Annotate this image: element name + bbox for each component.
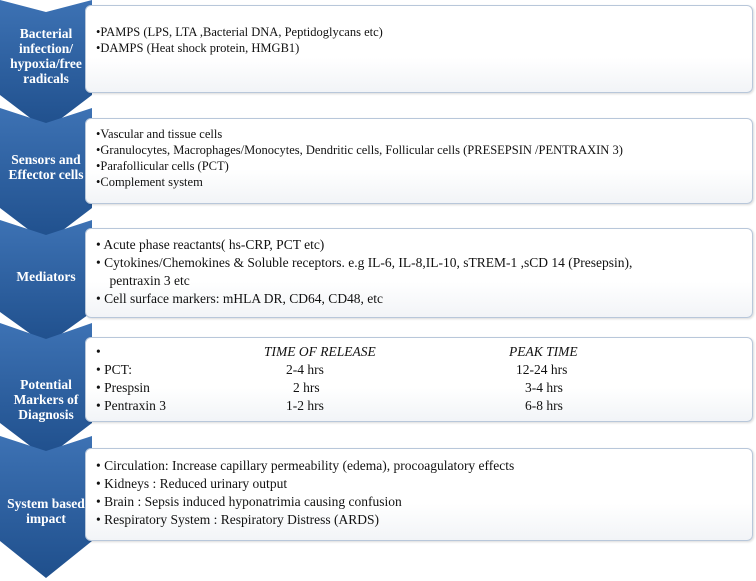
stage-4-box — [85, 337, 753, 422]
stage-1-label: Bacterial infection/ hypoxia/free radicals — [10, 26, 82, 86]
list-item: •Complement system — [96, 175, 203, 189]
release-time: 1-2 hrs — [286, 398, 324, 413]
list-item: pentraxin 3 etc — [96, 273, 190, 288]
list-item: • Respiratory System : Respiratory Distress (ARDS) — [96, 512, 379, 527]
table-row — [96, 362, 736, 380]
table-header-row — [96, 344, 736, 362]
marker-name: • PCT: — [96, 362, 132, 377]
marker-name: • Pentraxin 3 — [96, 398, 166, 413]
list-item: • Cell surface markers: mHLA DR, CD64, CD48, etc — [96, 291, 384, 306]
stage-2-label: Sensors and Effector cells — [8, 152, 84, 182]
stage-4-label: Potential Markers of Diagnosis — [13, 376, 79, 422]
peak-time: 12-24 hrs — [516, 362, 568, 377]
list-item: •PAMPS (LPS, LTA ,Bacterial DNA, Peptidoglycans etc) — [96, 25, 383, 39]
stage-5-chevron — [0, 436, 92, 578]
table-row — [96, 380, 736, 398]
list-item: • Circulation: Increase capillary permeability (edema), procoagulatory effects — [96, 458, 515, 473]
list-item: • Acute phase reactants( hs-CRP, PCT etc) — [96, 237, 325, 252]
stage-1-box — [85, 5, 753, 93]
release-time: 2 hrs — [293, 380, 320, 395]
list-item: • Cytokines/Chemokines & Soluble receptors. e.g IL-6, IL-8,IL-10, sTREM-1 ,sCD 14 (Presepsin), — [96, 255, 633, 270]
stage-3-box — [85, 228, 753, 318]
table-row — [96, 398, 736, 416]
list-item: •Vascular and tissue cells — [96, 127, 223, 141]
release-time: 2-4 hrs — [286, 362, 324, 377]
stage-3-label: Mediators — [16, 268, 76, 284]
peak-time: 3-4 hrs — [525, 380, 563, 395]
peak-time: 6-8 hrs — [525, 398, 563, 413]
list-item: •DAMPS (Heat shock protein, HMGB1) — [96, 41, 300, 55]
list-item: • Brain : Sepsis induced hyponatrimia causing confusion — [96, 494, 402, 509]
stage-2-box — [85, 118, 753, 204]
column-header-peak: PEAK TIME — [509, 344, 578, 359]
stage-5-box — [85, 448, 753, 541]
header-bullet: • — [96, 344, 101, 359]
list-item: • Kidneys : Reduced urinary output — [96, 476, 288, 491]
stage-5-label: System based impact — [7, 496, 85, 526]
marker-name: • Prespsin — [96, 380, 150, 395]
list-item: •Parafollicular cells (PCT) — [96, 159, 229, 173]
column-header-release: TIME OF RELEASE — [264, 344, 376, 359]
list-item: •Granulocytes, Macrophages/Monocytes, Dendritic cells, Follicular cells (PRESEPSIN /PENTRAXIN 3) — [96, 143, 623, 157]
